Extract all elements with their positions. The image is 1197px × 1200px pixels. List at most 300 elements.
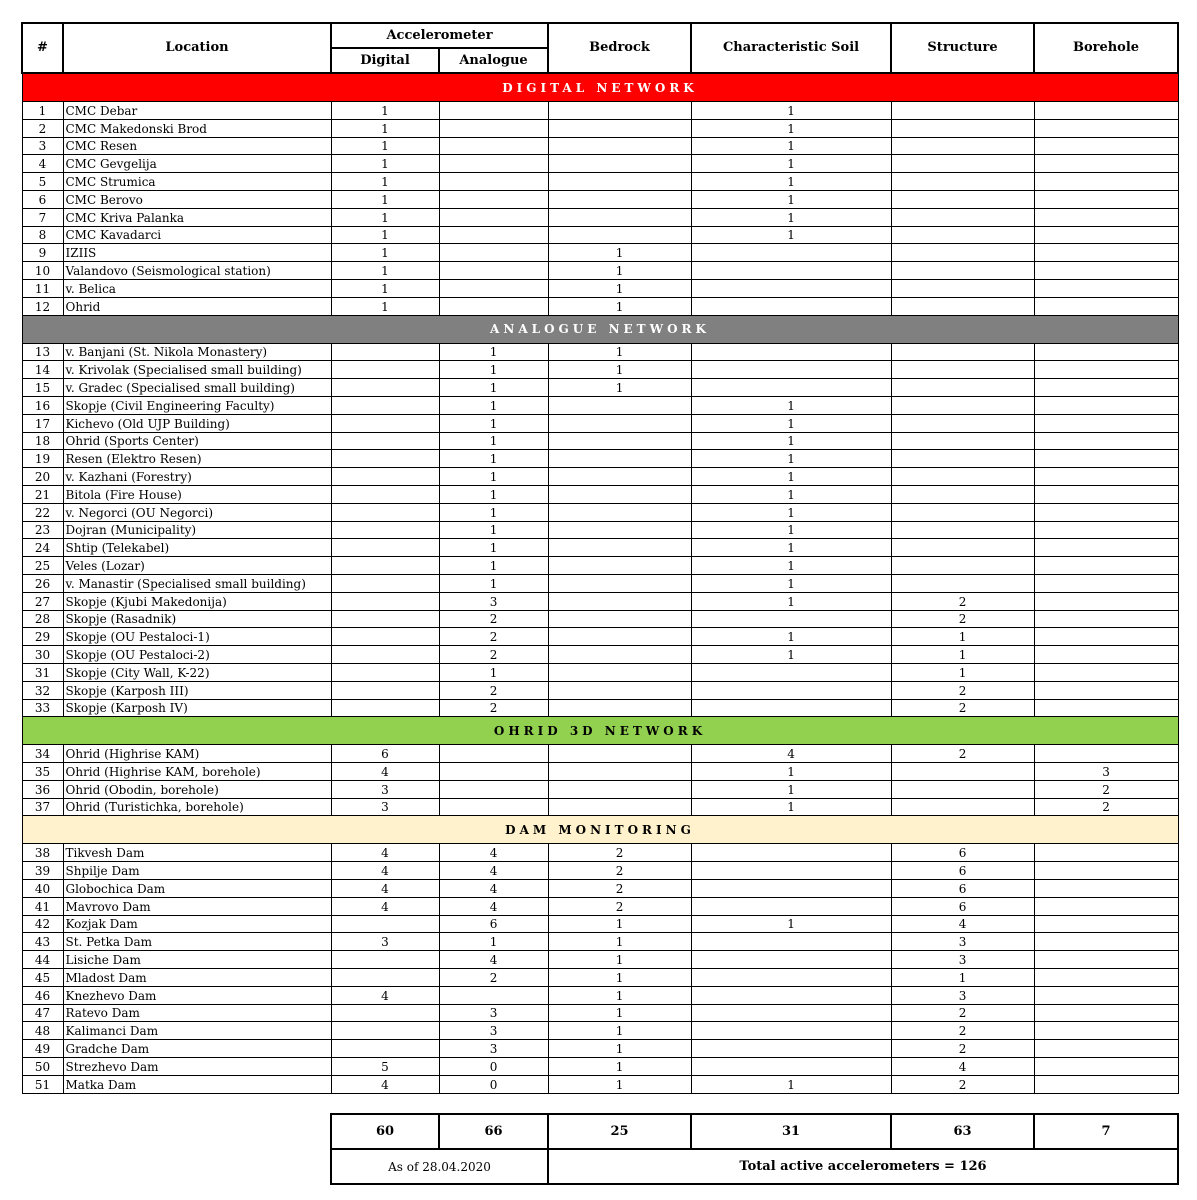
cell-analogue: 2: [439, 699, 548, 717]
header-accelerometer: Accelerometer: [331, 23, 548, 48]
cell-analogue: [439, 763, 548, 781]
cell-bedrock: [548, 208, 691, 226]
cell-analogue: 1: [439, 485, 548, 503]
cell-structure: 1: [891, 646, 1034, 664]
cell-soil: [691, 933, 891, 951]
cell-bedrock: [548, 592, 691, 610]
cell-structure: 3: [891, 933, 1034, 951]
cell-borehole: [1034, 663, 1178, 681]
cell-structure: [891, 503, 1034, 521]
cell-structure: [891, 155, 1034, 173]
cell-location: CMC Strumica: [63, 173, 331, 191]
table-row: [22, 1004, 1178, 1022]
cell-num: 8: [22, 226, 63, 244]
cell-num: 45: [22, 969, 63, 987]
cell-location: Gradche Dam: [63, 1040, 331, 1058]
cell-digital: [331, 592, 439, 610]
cell-location: v. Belica: [63, 279, 331, 297]
cell-bedrock: 1: [548, 933, 691, 951]
cell-analogue: 1: [439, 503, 548, 521]
cell-analogue: 1: [439, 933, 548, 951]
cell-borehole: 2: [1034, 798, 1178, 816]
cell-analogue: 1: [439, 574, 548, 592]
cell-digital: [331, 699, 439, 717]
cell-analogue: 1: [439, 396, 548, 414]
cell-soil: 1: [691, 102, 891, 120]
cell-borehole: [1034, 119, 1178, 137]
cell-structure: [891, 780, 1034, 798]
cell-structure: [891, 244, 1034, 262]
cell-structure: 2: [891, 681, 1034, 699]
cell-bedrock: [548, 137, 691, 155]
cell-structure: [891, 521, 1034, 539]
cell-location: Skopje (Karposh III): [63, 681, 331, 699]
header-digital: Digital: [331, 48, 439, 73]
cell-soil: [691, 361, 891, 379]
cell-analogue: [439, 208, 548, 226]
cell-bedrock: 1: [548, 244, 691, 262]
cell-digital: 4: [331, 844, 439, 862]
cell-location: v. Kazhani (Forestry): [63, 468, 331, 486]
cell-location: v. Negorci (OU Negorci): [63, 503, 331, 521]
cell-digital: 3: [331, 798, 439, 816]
cell-structure: 4: [891, 1058, 1034, 1076]
cell-analogue: 1: [439, 521, 548, 539]
cell-soil: 1: [691, 503, 891, 521]
cell-location: CMC Kriva Palanka: [63, 208, 331, 226]
cell-location: Lisiche Dam: [63, 951, 331, 969]
cell-borehole: [1034, 361, 1178, 379]
table-row: [22, 663, 1178, 681]
table-row: [22, 262, 1178, 280]
cell-borehole: [1034, 915, 1178, 933]
cell-structure: [891, 539, 1034, 557]
cell-soil: 1: [691, 780, 891, 798]
cell-location: Ratevo Dam: [63, 1004, 331, 1022]
cell-analogue: 2: [439, 628, 548, 646]
table-row: [22, 539, 1178, 557]
cell-digital: 4: [331, 986, 439, 1004]
cell-digital: [331, 468, 439, 486]
cell-location: Resen (Elektro Resen): [63, 450, 331, 468]
header-analogue: Analogue: [439, 48, 548, 73]
table-row: [22, 897, 1178, 915]
cell-analogue: 2: [439, 610, 548, 628]
cell-soil: [691, 279, 891, 297]
cell-num: 28: [22, 610, 63, 628]
cell-analogue: 3: [439, 592, 548, 610]
cell-bedrock: 1: [548, 361, 691, 379]
cell-borehole: [1034, 933, 1178, 951]
table-row: [22, 915, 1178, 933]
table-row: [22, 933, 1178, 951]
cell-num: 1: [22, 102, 63, 120]
cell-bedrock: [548, 396, 691, 414]
section-header: [22, 315, 1178, 343]
cell-structure: 3: [891, 951, 1034, 969]
cell-structure: [891, 557, 1034, 575]
cell-digital: [331, 681, 439, 699]
cell-digital: 6: [331, 745, 439, 763]
cell-soil: 1: [691, 592, 891, 610]
table-row: [22, 190, 1178, 208]
cell-analogue: 3: [439, 1004, 548, 1022]
cell-num: 48: [22, 1022, 63, 1040]
cell-num: 16: [22, 396, 63, 414]
header-borehole: Borehole: [1034, 23, 1178, 73]
cell-location: CMC Debar: [63, 102, 331, 120]
table-row: [22, 763, 1178, 781]
cell-location: IZIIS: [63, 244, 331, 262]
cell-digital: 1: [331, 279, 439, 297]
cell-num: 25: [22, 557, 63, 575]
table-row: [22, 297, 1178, 315]
cell-borehole: [1034, 208, 1178, 226]
cell-num: 7: [22, 208, 63, 226]
cell-structure: [891, 432, 1034, 450]
table-row: [22, 379, 1178, 397]
cell-soil: 1: [691, 190, 891, 208]
cell-bedrock: [548, 610, 691, 628]
cell-digital: 1: [331, 137, 439, 155]
total-analogue: 66: [439, 1114, 548, 1149]
cell-structure: [891, 574, 1034, 592]
cell-borehole: [1034, 844, 1178, 862]
cell-borehole: 2: [1034, 780, 1178, 798]
table-row: [22, 862, 1178, 880]
cell-bedrock: [548, 646, 691, 664]
cell-bedrock: [548, 432, 691, 450]
cell-borehole: [1034, 592, 1178, 610]
cell-location: Ohrid (Turistichka, borehole): [63, 798, 331, 816]
cell-bedrock: [548, 780, 691, 798]
cell-num: 19: [22, 450, 63, 468]
cell-num: 33: [22, 699, 63, 717]
cell-structure: 2: [891, 745, 1034, 763]
cell-structure: [891, 450, 1034, 468]
cell-soil: 1: [691, 1075, 891, 1093]
table-row: [22, 745, 1178, 763]
cell-num: 35: [22, 763, 63, 781]
cell-soil: 1: [691, 485, 891, 503]
cell-soil: 1: [691, 450, 891, 468]
table-header: [22, 23, 1178, 73]
cell-bedrock: [548, 574, 691, 592]
cell-borehole: [1034, 1058, 1178, 1076]
cell-location: CMC Berovo: [63, 190, 331, 208]
cell-bedrock: [548, 557, 691, 575]
cell-location: Ohrid (Highrise KAM): [63, 745, 331, 763]
table-row: [22, 396, 1178, 414]
section-header: [22, 816, 1178, 844]
cell-num: 21: [22, 485, 63, 503]
cell-soil: 1: [691, 137, 891, 155]
cell-structure: [891, 102, 1034, 120]
cell-bedrock: [548, 450, 691, 468]
cell-bedrock: 1: [548, 1058, 691, 1076]
cell-soil: [691, 862, 891, 880]
cell-soil: 1: [691, 208, 891, 226]
cell-analogue: 2: [439, 646, 548, 664]
total-borehole: 7: [1034, 1114, 1178, 1149]
cell-digital: [331, 414, 439, 432]
cell-num: 23: [22, 521, 63, 539]
cell-digital: [331, 1004, 439, 1022]
cell-analogue: [439, 173, 548, 191]
table-row: [22, 1040, 1178, 1058]
table-row: [22, 137, 1178, 155]
cell-digital: [331, 951, 439, 969]
cell-analogue: [439, 798, 548, 816]
table-row: [22, 969, 1178, 987]
cell-digital: 3: [331, 933, 439, 951]
cell-analogue: [439, 226, 548, 244]
cell-bedrock: 1: [548, 262, 691, 280]
cell-soil: 1: [691, 396, 891, 414]
cell-borehole: [1034, 574, 1178, 592]
cell-soil: [691, 1022, 891, 1040]
table-row: [22, 628, 1178, 646]
cell-structure: 3: [891, 986, 1034, 1004]
cell-digital: [331, 1040, 439, 1058]
cell-bedrock: [548, 119, 691, 137]
section-header: [22, 717, 1178, 745]
header-structure: Structure: [891, 23, 1034, 73]
cell-structure: [891, 137, 1034, 155]
cell-borehole: [1034, 137, 1178, 155]
cell-analogue: [439, 137, 548, 155]
cell-num: 15: [22, 379, 63, 397]
cell-analogue: 1: [439, 450, 548, 468]
cell-location: Skopje (Civil Engineering Faculty): [63, 396, 331, 414]
table-row: [22, 432, 1178, 450]
cell-digital: 1: [331, 155, 439, 173]
cell-digital: 4: [331, 862, 439, 880]
cell-borehole: [1034, 432, 1178, 450]
cell-borehole: [1034, 468, 1178, 486]
cell-bedrock: [548, 226, 691, 244]
cell-digital: [331, 343, 439, 361]
cell-structure: [891, 414, 1034, 432]
cell-structure: [891, 485, 1034, 503]
cell-analogue: 1: [439, 468, 548, 486]
cell-bedrock: 1: [548, 379, 691, 397]
cell-borehole: [1034, 343, 1178, 361]
cell-borehole: [1034, 485, 1178, 503]
cell-bedrock: [548, 699, 691, 717]
cell-analogue: 0: [439, 1058, 548, 1076]
cell-location: Dojran (Municipality): [63, 521, 331, 539]
table-row: [22, 173, 1178, 191]
cell-soil: [691, 262, 891, 280]
cell-location: Skopje (OU Pestaloci-2): [63, 646, 331, 664]
cell-bedrock: 1: [548, 297, 691, 315]
cell-structure: 6: [891, 862, 1034, 880]
cell-bedrock: 1: [548, 969, 691, 987]
cell-digital: 4: [331, 763, 439, 781]
cell-soil: 1: [691, 173, 891, 191]
cell-borehole: [1034, 1075, 1178, 1093]
cell-digital: [331, 361, 439, 379]
total-digital: 60: [331, 1114, 439, 1149]
cell-soil: [691, 844, 891, 862]
cell-borehole: [1034, 262, 1178, 280]
cell-num: 20: [22, 468, 63, 486]
cell-structure: 2: [891, 592, 1034, 610]
cell-num: 39: [22, 862, 63, 880]
cell-analogue: [439, 986, 548, 1004]
cell-soil: [691, 343, 891, 361]
cell-borehole: [1034, 969, 1178, 987]
total-soil: 31: [691, 1114, 891, 1149]
cell-bedrock: 2: [548, 844, 691, 862]
cell-location: Ohrid: [63, 297, 331, 315]
cell-borehole: [1034, 862, 1178, 880]
cell-digital: [331, 539, 439, 557]
cell-location: Ohrid (Sports Center): [63, 432, 331, 450]
cell-borehole: [1034, 173, 1178, 191]
cell-borehole: [1034, 379, 1178, 397]
cell-digital: 4: [331, 897, 439, 915]
table-row: [22, 610, 1178, 628]
cell-digital: 1: [331, 262, 439, 280]
cell-structure: 1: [891, 663, 1034, 681]
cell-digital: 1: [331, 226, 439, 244]
cell-bedrock: 1: [548, 1004, 691, 1022]
table-row: [22, 951, 1178, 969]
cell-location: v. Krivolak (Specialised small building): [63, 361, 331, 379]
cell-structure: [891, 798, 1034, 816]
cell-num: 11: [22, 279, 63, 297]
cell-digital: 1: [331, 173, 439, 191]
cell-analogue: 3: [439, 1040, 548, 1058]
cell-digital: [331, 915, 439, 933]
cell-soil: 1: [691, 155, 891, 173]
cell-analogue: 4: [439, 844, 548, 862]
cell-structure: 2: [891, 610, 1034, 628]
cell-soil: 1: [691, 574, 891, 592]
cell-soil: 1: [691, 119, 891, 137]
cell-bedrock: 1: [548, 343, 691, 361]
cell-borehole: [1034, 279, 1178, 297]
cell-analogue: [439, 155, 548, 173]
table-row: [22, 592, 1178, 610]
cell-structure: [891, 208, 1034, 226]
cell-digital: [331, 396, 439, 414]
cell-digital: [331, 557, 439, 575]
cell-bedrock: [548, 173, 691, 191]
cell-analogue: [439, 244, 548, 262]
cell-digital: [331, 574, 439, 592]
cell-bedrock: 1: [548, 915, 691, 933]
cell-soil: 1: [691, 414, 891, 432]
table-row: [22, 557, 1178, 575]
cell-structure: 6: [891, 897, 1034, 915]
cell-soil: 1: [691, 915, 891, 933]
cell-num: 46: [22, 986, 63, 1004]
cell-bedrock: 1: [548, 951, 691, 969]
table-row: [22, 155, 1178, 173]
cell-soil: 1: [691, 226, 891, 244]
cell-num: 42: [22, 915, 63, 933]
cell-digital: [331, 432, 439, 450]
table-row: [22, 102, 1178, 120]
table-row: [22, 450, 1178, 468]
cell-soil: [691, 951, 891, 969]
total-bedrock: 25: [548, 1114, 691, 1149]
cell-location: Bitola (Fire House): [63, 485, 331, 503]
cell-num: 9: [22, 244, 63, 262]
cell-bedrock: [548, 468, 691, 486]
table-row: [22, 1058, 1178, 1076]
cell-analogue: 1: [439, 361, 548, 379]
cell-structure: 2: [891, 1022, 1034, 1040]
cell-soil: 1: [691, 628, 891, 646]
table-row: [22, 699, 1178, 717]
cell-location: CMC Kavadarci: [63, 226, 331, 244]
cell-location: Tikvesh Dam: [63, 844, 331, 862]
cell-soil: [691, 1040, 891, 1058]
as-of-date: As of 28.04.2020: [331, 1149, 548, 1184]
cell-num: 43: [22, 933, 63, 951]
cell-digital: 3: [331, 780, 439, 798]
cell-location: Veles (Lozar): [63, 557, 331, 575]
cell-digital: 5: [331, 1058, 439, 1076]
cell-analogue: 4: [439, 897, 548, 915]
cell-num: 31: [22, 663, 63, 681]
section-title: DAM MONITORING: [22, 816, 1178, 844]
cell-structure: [891, 763, 1034, 781]
cell-analogue: [439, 279, 548, 297]
cell-num: 24: [22, 539, 63, 557]
cell-digital: 1: [331, 208, 439, 226]
cell-analogue: 1: [439, 557, 548, 575]
cell-borehole: [1034, 102, 1178, 120]
cell-borehole: [1034, 1040, 1178, 1058]
cell-num: 47: [22, 1004, 63, 1022]
cell-analogue: 3: [439, 1022, 548, 1040]
cell-digital: 1: [331, 102, 439, 120]
cell-borehole: [1034, 190, 1178, 208]
cell-location: Kalimanci Dam: [63, 1022, 331, 1040]
cell-structure: 4: [891, 915, 1034, 933]
cell-structure: [891, 226, 1034, 244]
cell-bedrock: [548, 485, 691, 503]
cell-analogue: [439, 262, 548, 280]
cell-soil: [691, 897, 891, 915]
cell-analogue: 0: [439, 1075, 548, 1093]
cell-soil: 1: [691, 468, 891, 486]
cell-digital: 1: [331, 244, 439, 262]
cell-digital: 1: [331, 297, 439, 315]
table-body: [22, 73, 1178, 1093]
cell-structure: [891, 361, 1034, 379]
cell-num: 2: [22, 119, 63, 137]
cell-soil: 1: [691, 521, 891, 539]
cell-analogue: 1: [439, 343, 548, 361]
cell-num: 26: [22, 574, 63, 592]
cell-soil: [691, 699, 891, 717]
cell-borehole: [1034, 628, 1178, 646]
cell-bedrock: [548, 414, 691, 432]
cell-analogue: [439, 297, 548, 315]
cell-analogue: 2: [439, 969, 548, 987]
cell-location: St. Petka Dam: [63, 933, 331, 951]
cell-analogue: 4: [439, 862, 548, 880]
table-row: [22, 485, 1178, 503]
table-row: [22, 361, 1178, 379]
cell-structure: 6: [891, 844, 1034, 862]
